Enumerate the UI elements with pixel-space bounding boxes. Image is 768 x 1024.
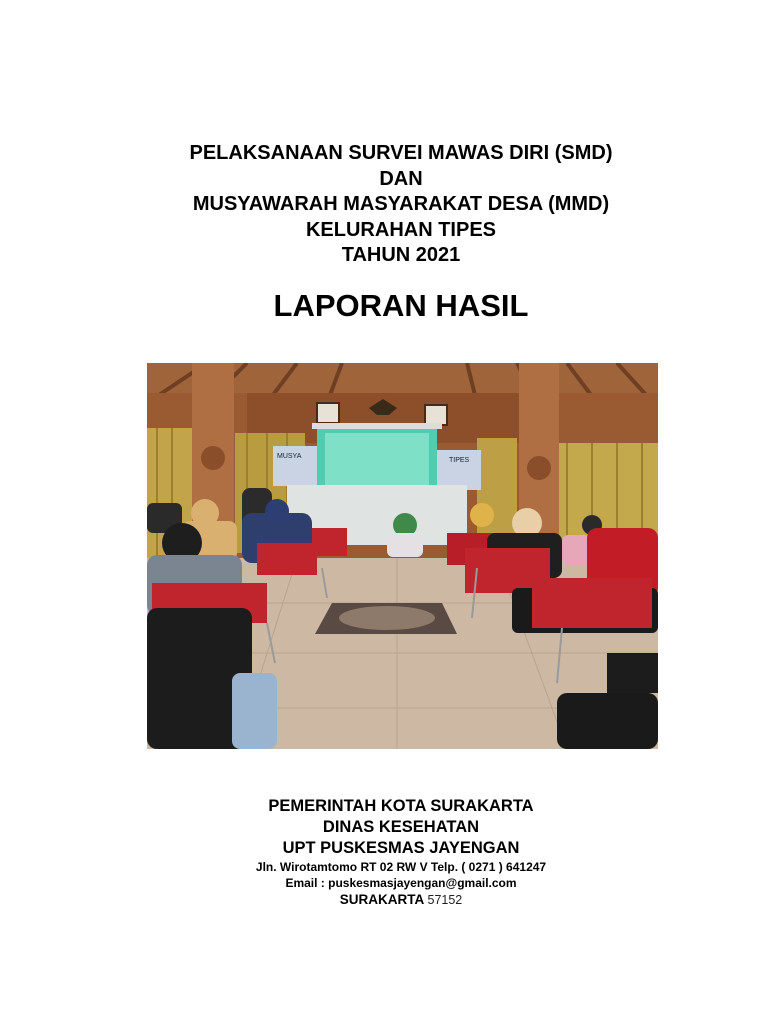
banner-left-text: MUSYA bbox=[277, 453, 302, 460]
cover-title bbox=[0, 141, 768, 269]
title-line-4: KELURAHAN TIPES bbox=[305, 218, 496, 241]
email-line: Email : puskesmasjayengan@gmail.com bbox=[285, 876, 517, 890]
city-name: SURAKARTA bbox=[339, 892, 424, 907]
report-heading: LAPORAN HASIL bbox=[273, 288, 529, 323]
postcode: 57152 bbox=[427, 893, 463, 907]
banner-right-text: TIPES bbox=[449, 457, 470, 464]
address-line: Jln. Wirotamtomo RT 02 RW V Telp. ( 0271 ) 641247 bbox=[255, 860, 547, 874]
title-line-3: MUSYAWARAH MASYARAKAT DESA (MMD) bbox=[192, 193, 610, 215]
title-line-1: PELAKSANAAN SURVEI MAWAS DIRI (SMD) bbox=[189, 142, 613, 164]
government-name: PEMERINTAH KOTA SURAKARTA bbox=[268, 797, 534, 815]
meeting-photo bbox=[147, 363, 658, 749]
footer-institution bbox=[0, 796, 768, 909]
agency-name: DINAS KESEHATAN bbox=[322, 818, 480, 836]
unit-name: UPT PUSKESMAS JAYENGAN bbox=[282, 839, 520, 857]
title-line-5: TAHUN 2021 bbox=[341, 244, 461, 266]
city-line bbox=[0, 891, 768, 909]
title-line-2: DAN bbox=[379, 167, 423, 190]
